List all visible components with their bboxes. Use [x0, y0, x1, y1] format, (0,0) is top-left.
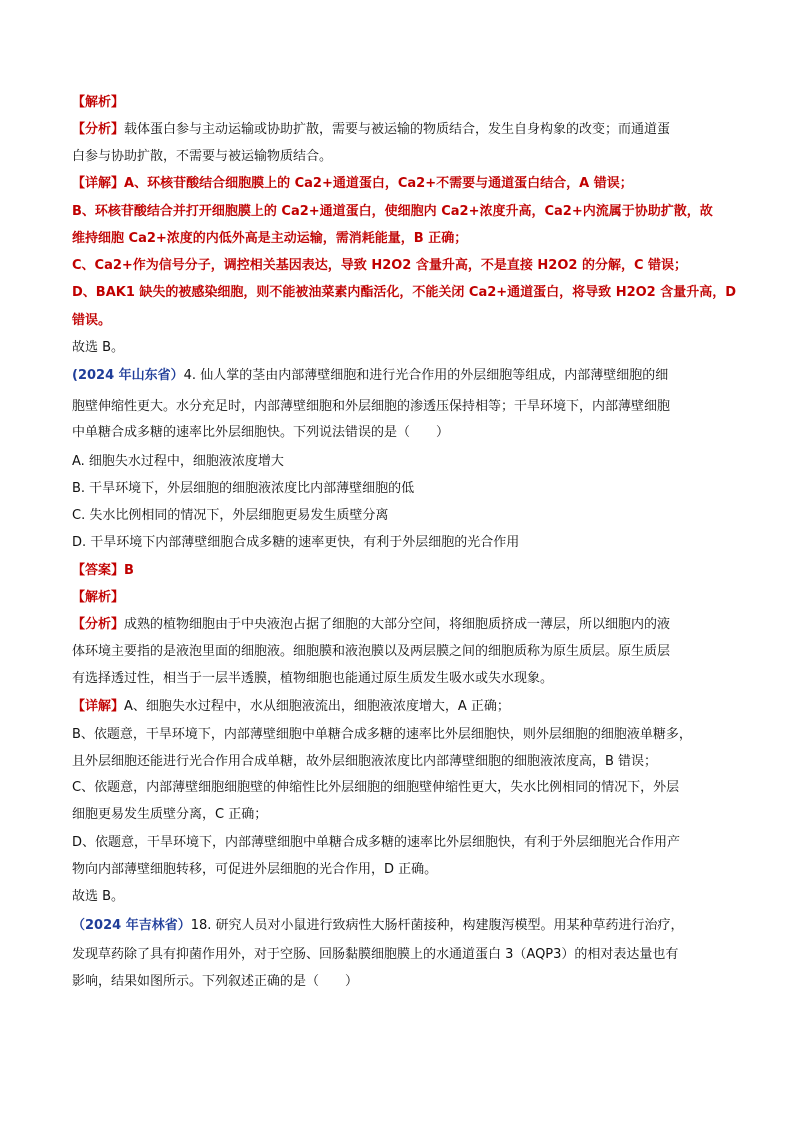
question-source: （2024 年吉林省） [72, 918, 191, 933]
analysis-heading: 【解析】 [72, 590, 125, 605]
analysis-heading: 【解析】 [72, 95, 125, 110]
analysis-text-line-2: 体环境主要指的是液泡里面的细胞液。细胞膜和液泡膜以及两层膜之间的细胞质称为原生质层。原生质层 [72, 644, 671, 659]
detail-d-line-1: D、BAK1 缺失的被感染细胞，则不能被油菜素内酯活化，不能关闭 Ca2+通道蛋白，将导致 H2O2 含量升高，D [72, 285, 737, 300]
analysis-text-line-3: 有选择透过性，相当于一层半透膜，植物细胞也能通过原生质发生吸水或失水现象。 [72, 671, 554, 686]
detail-b-line-2: 维持细胞 Ca2+浓度的内低外高是主动运输，需消耗能量，B 正确； [72, 231, 468, 246]
choose-answer: 故选 B。 [72, 889, 125, 904]
detail-c-line-1: C、依题意，内部薄壁细胞细胞壁的伸缩性比外层细胞的细胞壁伸缩性更大，失水比例相同的情况下，外层 [72, 780, 680, 795]
option-d: D. 干旱环境下内部薄壁细胞合成多糖的速率更快，有利于外层细胞的光合作用 [72, 535, 520, 550]
detail-a-text: A、细胞失水过程中，水从细胞液流出，细胞液浓度增大，A 正确； [124, 699, 510, 714]
detail-tag: 【详解】 [72, 699, 125, 714]
option-c: C. 失水比例相同的情况下，外层细胞更易发生质壁分离 [72, 508, 389, 523]
detail-c-line: C、Ca2+作为信号分子，调控相关基因表达，导致 H2O2 含量升高，不是直接 H2O2 的分解，C 错误； [72, 258, 688, 273]
question-18-stem [72, 917, 684, 935]
question-source: (2024 年山东省） [72, 368, 184, 383]
question-18-stem-line-3: 影响，结果如图所示。下列叙述正确的是（ ） [72, 974, 359, 989]
detail-tag: 【详解】 [72, 176, 125, 191]
detail-line-a [72, 698, 510, 716]
question-18-stem-line-2: 发现草药除了具有抑菌作用外，对于空肠、回肠黏膜细胞膜上的水通道蛋白 3（AQP3）的相对表达量也有 [72, 947, 679, 962]
choose-answer: 故选 B。 [72, 340, 125, 355]
analysis-text-line: 白参与协助扩散，不需要与被运输物质结合。 [72, 149, 333, 164]
analysis-tag: 【分析】 [72, 122, 125, 137]
detail-d-line-2: 错误。 [72, 313, 112, 328]
detail-c-line-2: 细胞更易发生质壁分离，C 正确； [72, 807, 268, 822]
analysis-text: 载体蛋白参与主动运输或协助扩散，需要与被运输的物质结合，发生自身构象的改变；而通道蛋 [124, 122, 671, 137]
option-b: B. 干旱环境下，外层细胞的细胞液浓度比内部薄壁细胞的低 [72, 481, 415, 496]
analysis-paragraph [72, 121, 670, 139]
option-a: A. 细胞失水过程中，细胞液浓度增大 [72, 454, 284, 469]
detail-b-line-1: B、环核苷酸结合并打开细胞膜上的 Ca2+通道蛋白，使细胞内 Ca2+浓度升高，Ca2+内流属于协助扩散，故 [72, 204, 713, 219]
detail-line-a [72, 175, 633, 193]
analysis-tag: 【分析】 [72, 617, 125, 632]
question-4-stem-line-3: 中单糖合成多糖的速率比外层细胞快。下列说法错误的是（ ） [72, 425, 450, 440]
question-4-stem [72, 367, 668, 385]
detail-d-line-2: 物向内部薄壁细胞转移，可促进外层细胞的光合作用，D 正确。 [72, 862, 438, 877]
detail-b-line-2: 且外层细胞还能进行光合作用合成单糖，故外层细胞液浓度比内部薄壁细胞的细胞液浓度高，B 错误； [72, 754, 658, 769]
detail-a-text: A、环核苷酸结合细胞膜上的 Ca2+通道蛋白，Ca2+不需要与通道蛋白结合，A 错误； [124, 176, 633, 191]
detail-b-line-1: B、依题意，干旱环境下，内部薄壁细胞中单糖合成多糖的速率比外层细胞快，则外层细胞的细胞液单糖多， [72, 727, 692, 742]
question-4-stem-line-2: 胞壁伸缩性更大。水分充足时，内部薄壁细胞和外层细胞的渗透压保持相等；干旱环境下，内部薄壁细胞 [72, 399, 671, 414]
detail-d-line-1: D、依题意，干旱环境下，内部薄壁细胞中单糖合成多糖的速率比外层细胞快，有利于外层细胞光合作用产 [72, 835, 681, 850]
question-stem-text: 18. 研究人员对小鼠进行致病性大肠杆菌接种，构建腹泻模型。用某种草药进行治疗， [190, 918, 684, 933]
answer-line: 【答案】B [72, 563, 134, 578]
analysis-paragraph [72, 616, 670, 634]
question-stem-text: 4. 仙人掌的茎由内部薄壁细胞和进行光合作用的外层细胞等组成，内部薄壁细胞的细 [183, 368, 669, 383]
analysis-text: 成熟的植物细胞由于中央液泡占据了细胞的大部分空间，将细胞质挤成一薄层，所以细胞内的液 [124, 617, 671, 632]
